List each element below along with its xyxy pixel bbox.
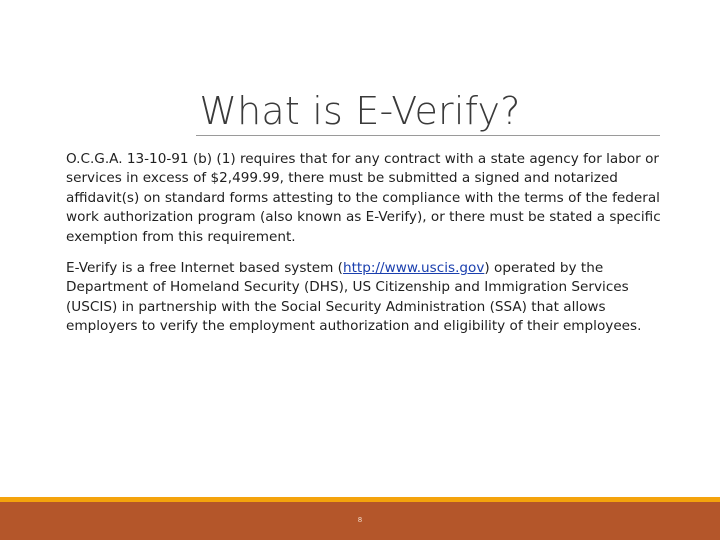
slide-body	[66, 150, 666, 337]
paragraph-everify-rest: ) operated by the Department of Homeland Security (DHS), US Citizenship and Immigration Services (USCIS) in partnership with the Social Security Administration (SSA) that allows employers to verify the employment authorization and eligibility of their employees.	[66, 260, 642, 335]
paragraph-everify-intro: E-Verify is a free Internet based system (	[66, 260, 343, 277]
uscis-link[interactable]: http://www.uscis.gov	[342, 260, 485, 277]
paragraph-everify	[66, 259, 666, 337]
page-number: 8	[357, 516, 363, 524]
title-divider	[196, 135, 660, 136]
paragraph-ocga: O.C.G.A. 13-10-91 (b) (1) requires that for any contract with a state agency for labor or services in excess of $2,499.99, there must be submitted a signed and notarized affidavit(s) on standard forms attesting to the compliance with the terms of the federal work authorization program (also known as E-Verify), or there must be stated a specific exemption from this requirement.	[66, 151, 661, 245]
slide-title: What is E-Verify?	[199, 89, 521, 133]
